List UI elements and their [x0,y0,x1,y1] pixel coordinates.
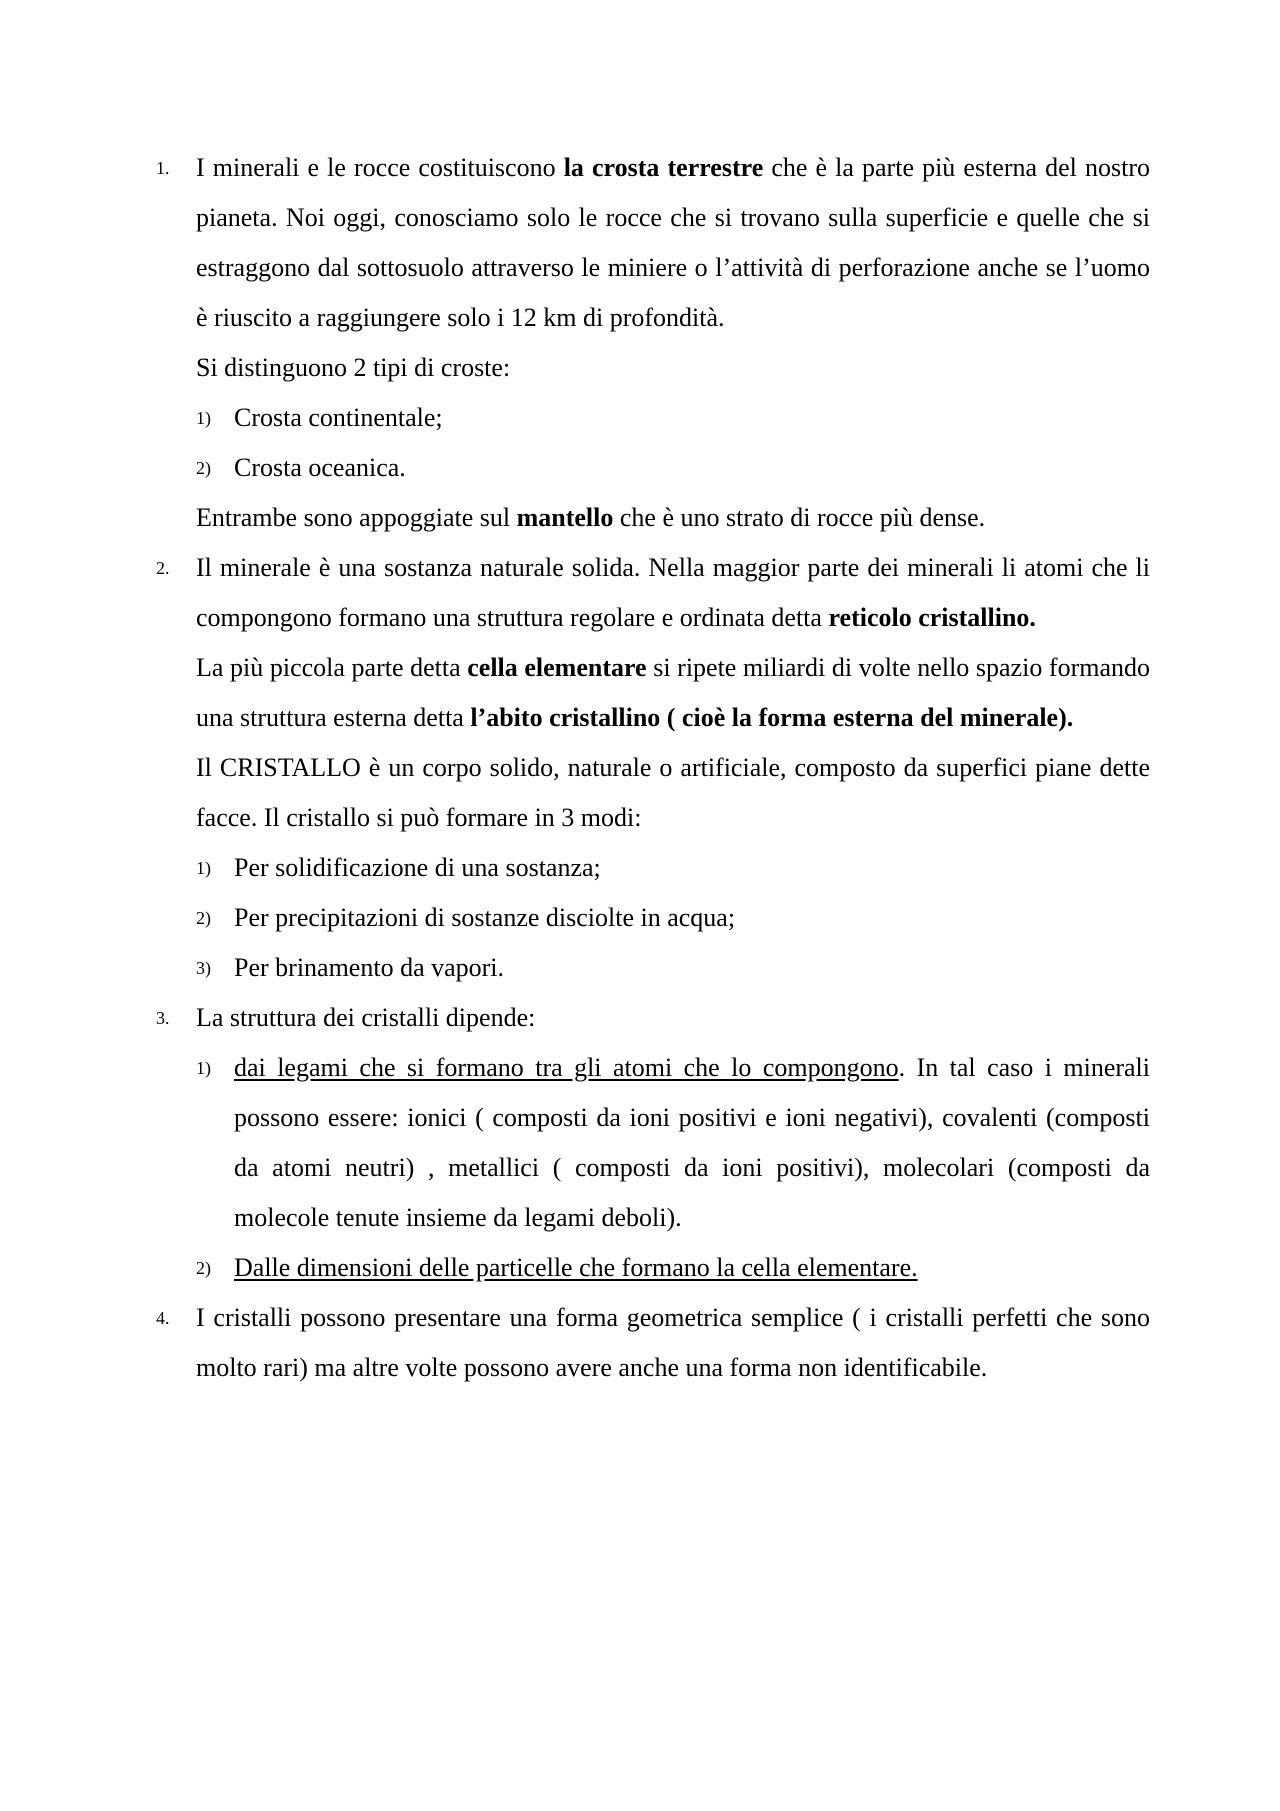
text-run: si ripete miliardi di volte nello spazio formando una struttura esterna detta [196,653,1151,732]
sub-list-number: 1) [196,1058,211,1078]
paragraph [196,493,1150,543]
paragraph: Il CRISTALLO è un corpo solido, naturale o artificiale, composto da superfici piane dette facce. Il cristallo si può formare in 3 modi: [196,753,1150,832]
sub-list-number: 1) [196,408,211,428]
sub-list-text: Per solidificazione di una sostanza; [234,853,601,882]
bold-term: cella elementare [467,653,647,682]
paragraph [196,143,1150,343]
sub-list-item [196,943,1150,993]
text-run: Il minerale è una sostanza naturale solida. Nella maggior parte dei minerali li atomi che li compongono formano una struttura regolare e ordinata detta [196,553,1150,632]
paragraph: I cristalli possono presentare una forma geometrica semplice ( i cristalli perfetti che sono molto rari) ma altre volte possono avere anche una forma non identificabile. [196,1303,1150,1382]
list-number: 4. [156,1308,170,1328]
underlined-text: dai legami che si formano tra gli atomi che lo compongono [234,1053,899,1082]
list-number: 3. [156,1008,170,1028]
list-number: 1. [156,158,170,178]
sub-list-item [196,893,1150,943]
sub-list-text: Per brinamento da vapori. [234,953,505,982]
sub-list-number: 2) [196,908,211,928]
list-item-3 [156,993,1151,1293]
bold-term: reticolo cristallino. [828,603,1036,632]
text-run: che è uno strato di rocce più dense. [613,503,986,532]
list-item-4 [156,1293,1150,1393]
sub-list-item [196,443,1150,493]
sub-list-number: 2) [196,1258,211,1278]
sub-list-text [234,1043,1150,1243]
underlined-text: Dalle dimensioni delle particelle che formano la cella elementare. [234,1253,918,1282]
sub-list-item [196,1043,1150,1243]
paragraph [196,643,1150,743]
list-item-2 [156,543,1151,993]
text-run: Entrambe sono appoggiate sul [196,503,517,532]
text-run: che è la parte più esterna del nostro pianeta. Noi oggi, conosciamo solo le rocce che si trovano sulla superficie e quelle che si estraggono dal sottosuolo attraverso le miniere o l’attività di perforazione anche se l’uomo è riuscito a raggiungere solo i 12 km di profondità. [196,153,1150,332]
sub-list-text: Per precipitazioni di sostanze disciolte in acqua; [234,903,736,932]
bold-term: la crosta terrestre [563,153,764,182]
list-item-1 [156,143,1150,543]
paragraph: Si distinguono 2 tipi di croste: [196,353,511,382]
text-run: La più piccola parte detta [196,653,468,682]
list-number: 2. [156,558,170,578]
bold-term: l’abito cristallino ( cioè la forma esterna del minerale). [470,703,1074,732]
document-body [156,143,1151,1393]
bold-term: mantello [516,503,614,532]
sub-list-number: 1) [196,858,211,878]
paragraph: La struttura dei cristalli dipende: [196,1003,536,1032]
sub-list-number: 3) [196,958,211,978]
sub-list-number: 2) [196,458,211,478]
text-run: . In tal caso i minerali possono essere: ionici ( composti da ioni positivi e ioni negativi), covalenti (composti da atomi neutri) , metallici ( composti da ioni positivi), molecolari (composti da molecole tenute insieme da legami deboli). [234,1053,1151,1232]
sub-list-item [196,393,1150,443]
sub-list-item [196,1243,1150,1293]
sub-list-text: Crosta oceanica. [234,453,406,482]
paragraph [196,543,1150,643]
sub-list-item [196,843,1150,893]
text-run: I minerali e le rocce costituiscono [196,153,564,182]
sub-list-text: Crosta continentale; [234,403,443,432]
sub-list-text [234,1243,1150,1293]
